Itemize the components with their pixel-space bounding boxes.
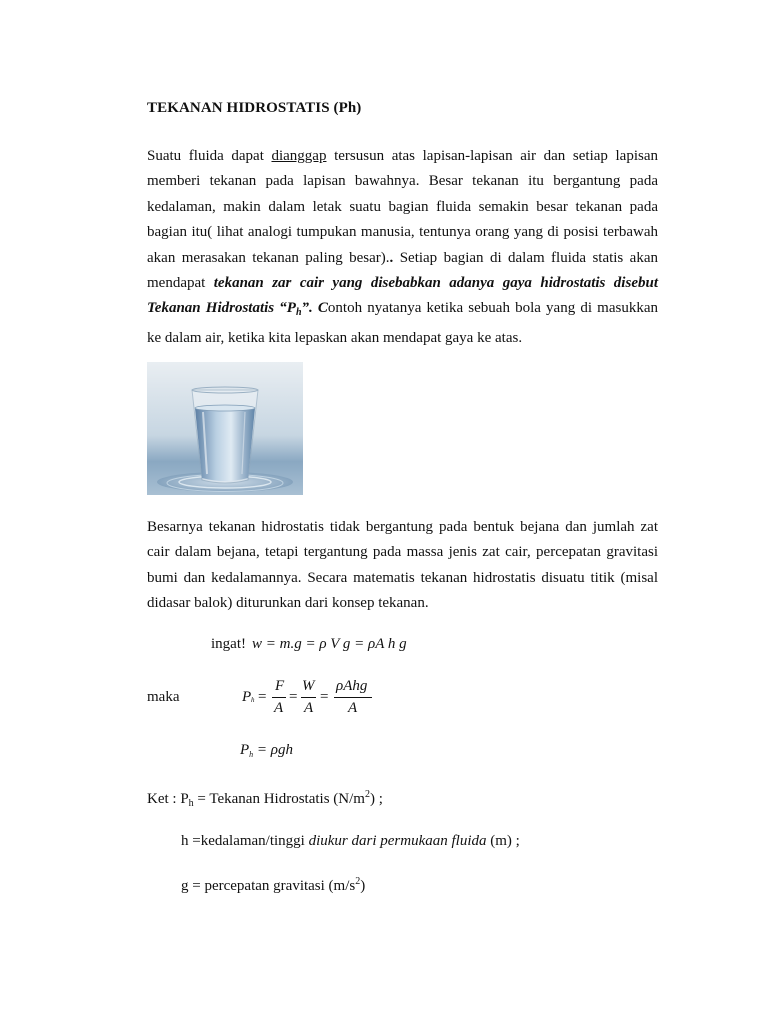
legend-g: g = percepatan gravitasi $(m/s^2)$ bbox=[181, 876, 366, 894]
paragraph-intro: Suatu fluida dapat dianggap tersusun atas lapisan-lapisan air dan setiap lapisan memberi tekanan pada lapisan bawahnya. Besar tekanan itu bergantung pada kedalaman, makin dalam letak suatu bagian fluida semakin besar tekanan pada bagian itu( lihat analogi tumpukan manusia, tentunya orang yang di posisi terbawah akan merasakan tekanan paling besar).. Setiap bagian di dalam fluida statis akan mendapat tekanan zar cair yang disebabkan adanya gaya hidrostatis disebut Tekanan Hidrostatis “$P_h$”. Contoh nyatanya ketika sebuah bola yang di masukkan ke dalam air, ketika kita lepaskan akan mendapat gaya ke atas. bbox=[147, 148, 658, 346]
document-title: TEKANAN HIDROSTATIS (Ph) bbox=[147, 100, 362, 116]
emphasis-definition: tekanan zar cair yang disebabkan adanya gaya hidrostatis disebut Tekanan Hidrostatis “$P_h$”. C bbox=[147, 275, 658, 319]
paragraph-explanation: Besarnya tekanan hidrostatis tidak bergantung pada bentuk bejana dan jumlah zat cair dalam bejana, tetapi tergantung pada massa jenis zat cair, percepatan gravitasi bumi dan kedalamannya. Secara matematis tekanan hidrostatis disuatu titik (misal didasar balok) diturunkan dari konsep tekanan. bbox=[147, 519, 658, 612]
legend-h: h =kedalaman/tinggi diukur dari permukaan fluida (m) ; bbox=[181, 833, 520, 849]
fraction-bar bbox=[334, 697, 372, 698]
fraction-bar bbox=[301, 697, 316, 698]
reminder-line: ingat! w = m.g = ρ V g = ρA h g bbox=[211, 636, 407, 652]
fraction-bar bbox=[272, 697, 286, 698]
maka-label: maka bbox=[147, 689, 180, 705]
glass-of-water-image bbox=[147, 362, 303, 495]
underlined-word: dianggap bbox=[271, 148, 327, 164]
pressure-derivation-formula: P h = F A = W A = ρAhg A bbox=[240, 676, 380, 720]
legend-ph: Ket : $P_h$ = Tekanan Hidrostatis $(N/m^2)$ ; bbox=[147, 789, 383, 809]
hydrostatic-pressure-formula: $P_h = \rho gh$ bbox=[240, 742, 293, 759]
weight-equation: w = m.g = ρ V g = ρA h g bbox=[252, 636, 407, 652]
